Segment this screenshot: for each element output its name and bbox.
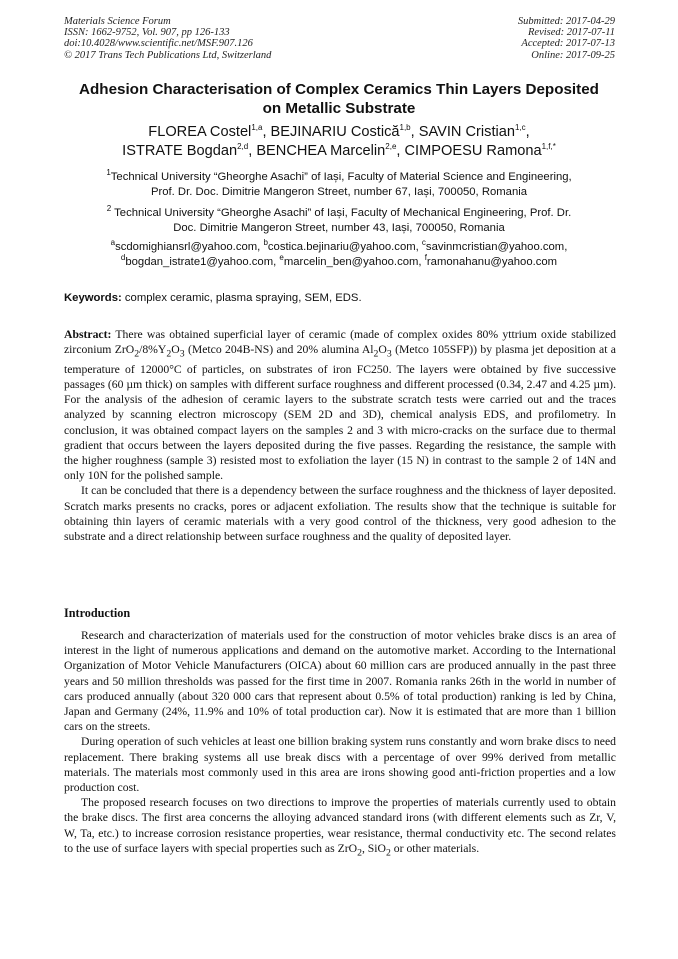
affiliation-text: Doc. Dimitrie Mangeron Street, number 43, Iași, 700050, Romania	[173, 221, 505, 234]
author-affiliation-mark: 1,a	[251, 123, 263, 133]
author-name: FLOREA Costel	[148, 124, 252, 140]
affiliation-text: Technical University “Gheorghe Asachi” of Iași, Faculty of Mechanical Engineering, Prof. Dr.	[114, 207, 572, 219]
doi-line: doi:10.4028/www.scientific.net/MSF.907.126	[64, 38, 253, 50]
abstract	[64, 327, 616, 544]
affiliation-number: 1	[106, 168, 111, 178]
affiliation-number: 2	[106, 204, 112, 214]
author-affiliation-mark: 1,f,*	[541, 142, 556, 152]
email-link[interactable]: costica.bejinariu@yahoo.com,	[267, 241, 419, 253]
email-link[interactable]: marcelin_ben@yahoo.com,	[283, 255, 422, 268]
journal-name: Materials Science Forum	[64, 16, 171, 27]
revised-date: Revised: 2017-07-11	[528, 27, 615, 39]
abstract-paragraph-1: Abstract: There was obtained superficial layer of ceramic (made of complex oxides 80% yttrium oxide stabilized zirconium $ZrO_2/8\%Y_2O_3$ (Metco 204B-NS) and 20% alumina $Al_2O_3$ (Metco 105SFP)) by plasma jet deposition at a temperature of 12000°C of particles, on substrates of iron FC250. The layers were obtained by five successive passages (60 µm thick) on samples with different surface roughness and different processed (0.34, 2.47 and 4.25 µm). For the analysis of the adhesion of ceramic layers to the substrate scratch tests were carried out and the traces analyzed by scanning electron microscopy (SEM 2D and 3D), chemical analysis EDS, and profilometry. In conclusion, it was obtained compact layers on the samples 2 and 3 with micro-cracks on the surface due to thermal gradient that occurs between the layers deposited during the five passes. Regarding the resistance, the sample with the higher roughness (sample 3) resisted most to exfoliation the layer (15 N) in contrast to the sample 2 of 14N and only 10N for the polished sample.	[64, 328, 616, 483]
author-name: SAVIN Cristian	[418, 124, 515, 140]
intro-paragraph-2: During operation of such vehicles at least one billion braking system runs constantly and worn brake discs to need replacement. There braking systems all use break discs with a percentage of over 99% derived from metallic materials. The materials most commonly used in this area are irons showing good anti-friction properties and a low production cost.	[64, 735, 616, 795]
paper-title	[40, 80, 638, 118]
author-affiliation-mark: 1,c	[514, 123, 526, 133]
keywords-text: complex ceramic, plasma spraying, SEM, EDS.	[124, 292, 362, 304]
intro-paragraph-3: The proposed research focuses on two directions to improve the properties of materials currently used to obtain the brake discs. The first area concerns the alloying advanced standard irons (with different elements such as Zr, V, W, Ta, etc.) to increase corrosion resistance properties, wear resistance, thermal conductivity etc. The second relates to the use of surface layers with special properties such as ZrO$_2$, SiO$_2$ or other materials.	[64, 796, 616, 859]
publication-dates	[518, 16, 615, 61]
email-link[interactable]: ramonahanu@yahoo.com	[426, 255, 558, 268]
affiliation-1	[55, 170, 623, 199]
copyright-line: © 2017 Trans Tech Publications Ltd, Switzerland	[64, 49, 272, 61]
keywords-label: Keywords:	[64, 292, 122, 304]
email-link[interactable]: savinmcristian@yahoo.com,	[425, 241, 568, 253]
accepted-date: Accepted: 2017-07-13	[521, 38, 615, 50]
online-date: Online: 2017-09-25	[531, 49, 615, 61]
author-list: FLOREA Costel$^{1,a}$, BEJINARIU Costică$^{1,b}$, SAVIN Cristian$^{1,c}$, ISTRATE Bogdan$^{2,d}$, BENCHEA Marcelin$^{2,e}$, CIMPOESU Ramona$^{1,f,*}$	[122, 123, 556, 159]
issn-line: ISSN: 1662-9752, Vol. 907, pp 126-133	[64, 27, 230, 39]
email-link[interactable]: scdomighiansrl@yahoo.com,	[115, 241, 261, 253]
intro-paragraph-1: Research and characterization of materials used for the construction of motor vehicles brake discs is an area of interest in the light of numerous applications and demand on the automotive market. According to the International Organization of Motor Vehicle Manufacturers (OICA) about 60 million cars are produced annually in the past three years and 50 million thresholds was passed for the first time in 2007. Romania ranks 26th in the world in number of cars produced annually (about 320 000 cars that represent about 0.5% of total production) ranking is led by China, Japan and Germany (24%, 11.9% and 10% of total production car). Now it is estimated that are more than 1 billion cars on the streets.	[64, 629, 616, 734]
affiliation-text: Technical University “Gheorghe Asachi” of Iași, Faculty of Material Science and Engineering,	[110, 171, 572, 183]
submitted-date: Submitted: 2017-04-29	[517, 16, 615, 27]
abstract-paragraph-2: It can be concluded that there is a dependency between the surface roughness and the thickness of layer deposited. Scratch marks presents no cracks, pores or adjacent exfoliation. The results show that the technique is suitable for obtaining thin layers of ceramic materials with a very good control of the thickness, very good adhesion to the substrate and a direct relationship between surface roughness and the quality of deposited layer.	[64, 484, 616, 543]
author-name: ISTRATE Bogdan	[122, 143, 238, 159]
affiliation-2	[55, 206, 623, 235]
keywords	[64, 291, 616, 305]
affiliation-text: Prof. Dr. Doc. Dimitrie Mangeron Street, number 67, Iași, 700050, Romania	[150, 185, 528, 198]
email-link[interactable]: bogdan_istrate1@yahoo.com,	[125, 255, 277, 268]
author-name: CIMPOESU Ramona	[404, 143, 542, 159]
title-line-2: on Metallic Substrate	[262, 100, 416, 117]
author-affiliation-mark: 2,e	[385, 142, 397, 152]
introduction-body	[64, 628, 616, 860]
section-heading-introduction: Introduction	[64, 606, 131, 620]
author-emails: $^a$scdomighiansrl@yahoo.com, $^b$costica.bejinariu@yahoo.com, $^c$savinmcristian@yahoo.com, $^d$bogdan_istrate1@yahoo.com, $^e$marcelin_ben@yahoo.com, $^f$ramonahanu@yahoo.com	[110, 238, 568, 268]
author-name: BENCHEA Marcelin	[256, 143, 386, 159]
author-affiliation-mark: 2,d	[237, 142, 249, 152]
journal-info	[64, 16, 271, 61]
abstract-label: Abstract:	[64, 328, 112, 341]
author-name: BEJINARIU Costică	[270, 124, 400, 140]
author-affiliation-mark: 1,b	[399, 123, 411, 133]
title-line-1: Adhesion Characterisation of Complex Ceramics Thin Layers Deposited	[79, 81, 599, 98]
